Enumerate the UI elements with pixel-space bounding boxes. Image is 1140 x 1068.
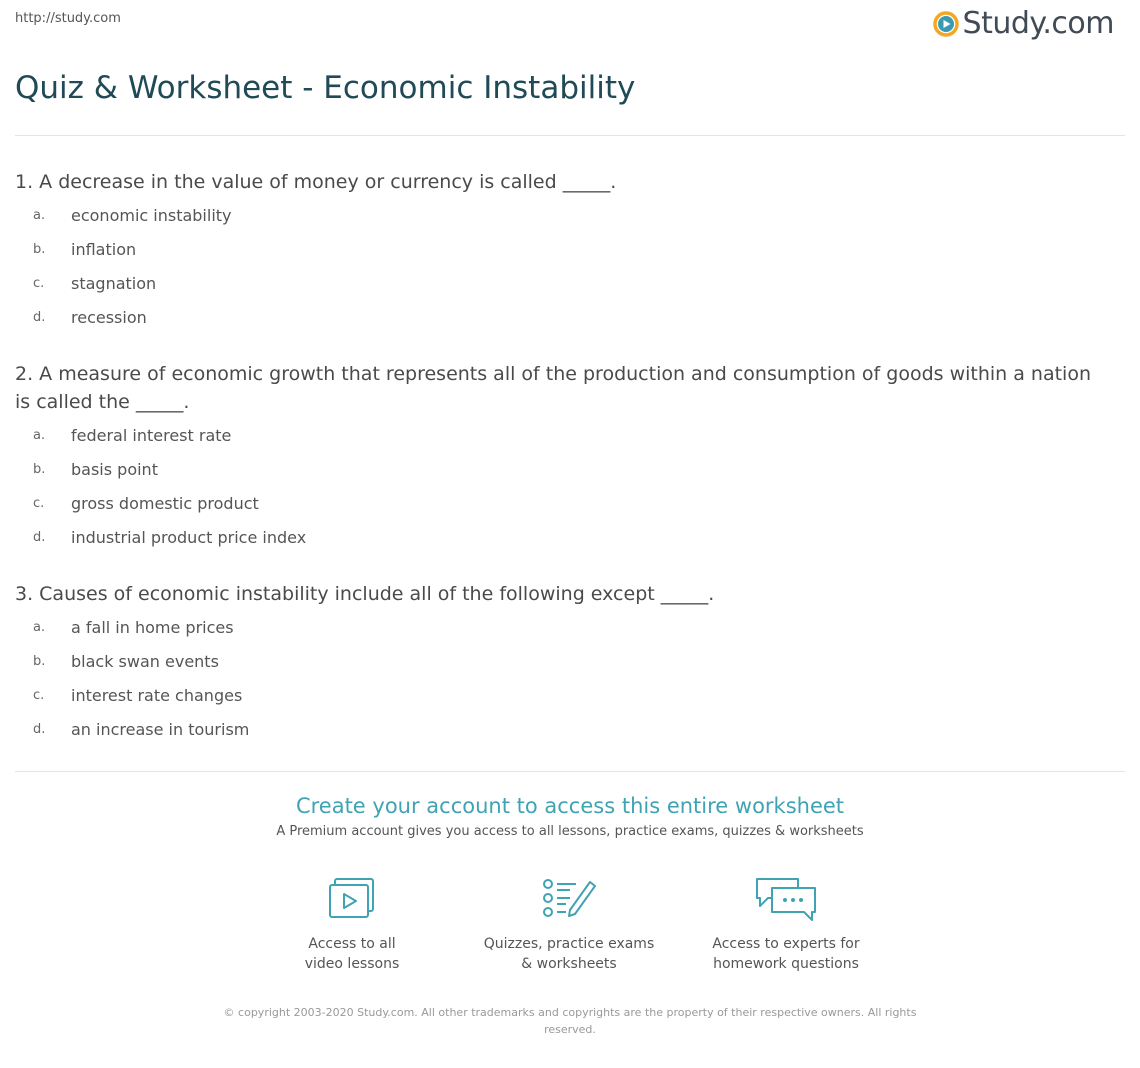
answer-text: interest rate changes	[71, 685, 243, 705]
answer-option[interactable]	[15, 198, 1105, 232]
answer-text: industrial product price index	[71, 527, 307, 547]
answer-text: basis point	[71, 459, 158, 479]
answer-letter: a.	[33, 427, 46, 443]
feature-label: Access to all video lessons	[304, 936, 400, 972]
answer-text: economic instability	[71, 205, 232, 225]
answer-letter: b.	[33, 461, 46, 477]
answer-list	[15, 610, 1105, 746]
answer-option[interactable]	[15, 712, 1105, 746]
question-2	[15, 360, 1105, 554]
premium-description: A Premium account gives you access to all lessons, practice exams, quizzes & worksheets	[276, 824, 864, 839]
answer-letter: c.	[33, 275, 45, 291]
answer-text: federal interest rate	[71, 425, 232, 445]
feature-list	[0, 876, 1140, 986]
answer-text: an increase in tourism	[71, 719, 250, 739]
answer-list	[15, 198, 1105, 334]
answer-text: a fall in home prices	[71, 617, 234, 637]
answer-letter: c.	[33, 687, 45, 703]
video-lessons-icon	[326, 876, 378, 922]
answer-option[interactable]	[15, 452, 1105, 486]
answer-option[interactable]	[15, 486, 1105, 520]
divider	[15, 771, 1125, 772]
answer-list	[15, 418, 1105, 554]
play-circle-icon	[933, 11, 959, 37]
question-text: 1. A decrease in the value of money or currency is called _____.	[15, 171, 617, 193]
answer-letter: d.	[33, 721, 46, 737]
chat-bubbles-icon	[754, 876, 818, 924]
quiz-checklist-icon	[540, 876, 598, 922]
feature-video-lessons	[242, 876, 462, 974]
create-account-link[interactable]: Create your account to access this entire worksheet	[295, 794, 845, 818]
answer-option[interactable]	[15, 520, 1105, 554]
answer-option[interactable]	[15, 232, 1105, 266]
answer-option[interactable]	[15, 418, 1105, 452]
answer-text: gross domestic product	[71, 493, 259, 513]
answer-text: recession	[71, 307, 147, 327]
study-logo[interactable]	[933, 6, 1114, 41]
answer-option[interactable]	[15, 266, 1105, 300]
question-3	[15, 580, 1105, 746]
answer-option[interactable]	[15, 300, 1105, 334]
question-1	[15, 168, 1105, 334]
answer-letter: a.	[33, 619, 46, 635]
answer-letter: a.	[33, 207, 46, 223]
answer-text: black swan events	[71, 651, 219, 671]
logo-text: Study.com	[962, 6, 1114, 41]
page-title: Quiz & Worksheet - Economic Instability	[15, 70, 636, 106]
feature-label: Quizzes, practice exams & worksheets	[483, 936, 655, 972]
answer-option[interactable]	[15, 678, 1105, 712]
divider	[15, 135, 1125, 136]
feature-label: Access to experts for homework questions	[712, 936, 860, 972]
answer-option[interactable]	[15, 644, 1105, 678]
answer-letter: d.	[33, 309, 46, 325]
answer-letter: b.	[33, 241, 46, 257]
answer-letter: b.	[33, 653, 46, 669]
answer-text: stagnation	[71, 273, 157, 293]
feature-quizzes	[459, 876, 679, 974]
copyright-notice: © copyright 2003-2020 Study.com. All other trademarks and copyrights are the property of their respective owners. All rights reserved.	[223, 1006, 917, 1036]
source-url: http://study.com	[15, 11, 121, 26]
question-text: 3. Causes of economic instability include all of the following except _____.	[15, 583, 715, 605]
answer-text: inflation	[71, 239, 137, 259]
question-text: 2. A measure of economic growth that represents all of the production and consumption of goods within a nation is called the _____.	[15, 363, 1091, 413]
feature-experts	[676, 876, 896, 974]
answer-letter: c.	[33, 495, 45, 511]
answer-option[interactable]	[15, 610, 1105, 644]
answer-letter: d.	[33, 529, 46, 545]
create-account-section	[0, 794, 1140, 839]
